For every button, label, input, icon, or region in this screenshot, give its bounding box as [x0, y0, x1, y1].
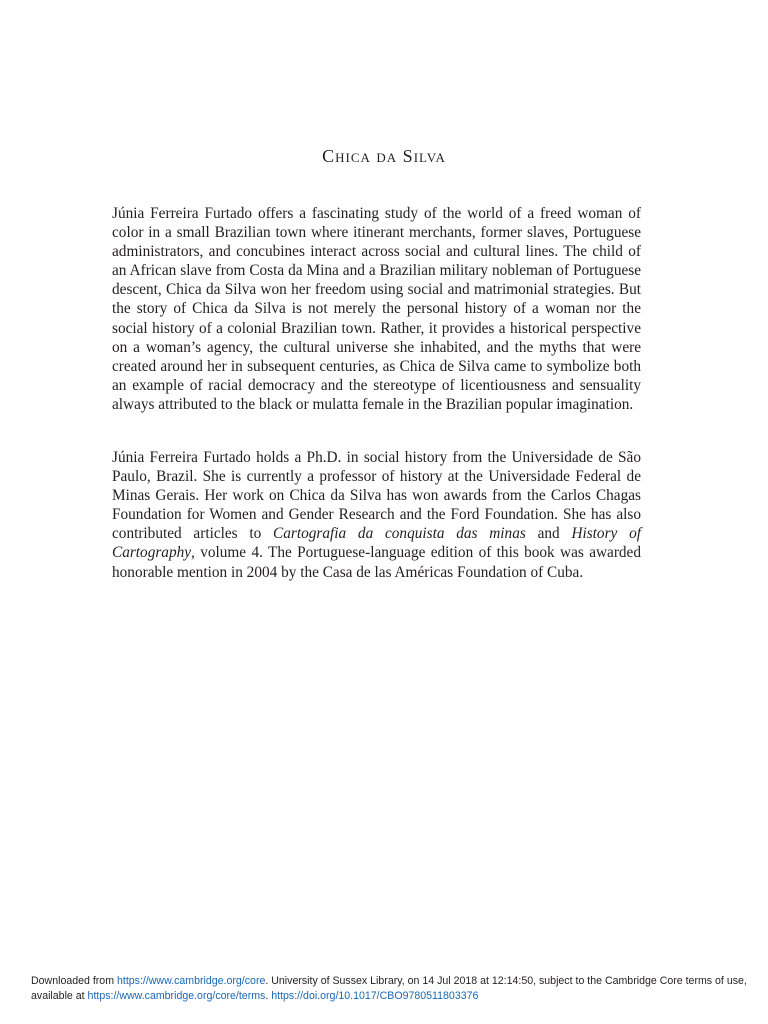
author-bio-text: , volume 4. The Portuguese-language edition of this book was awarded honorable mention in 2004 by the Casa de las Américas Foundation of Cuba. — [112, 544, 641, 581]
italic-title-history-of-cartography: History of Cartography — [112, 525, 641, 562]
doi-link[interactable]: https://doi.org/10.1017/CBO9780511803376 — [271, 989, 479, 1002]
cambridge-terms-link[interactable]: https://www.cambridge.org/core/terms — [87, 989, 266, 1002]
footer-text: Downloaded from — [31, 975, 117, 987]
cambridge-core-link[interactable]: https://www.cambridge.org/core — [116, 975, 266, 987]
page-title: Chica da Silva — [322, 146, 446, 166]
summary-paragraph: Júnia Ferreira Furtado offers a fascinating study of the world of a freed woman of color in a small Brazilian town where itinerant merchants, former slaves, Portuguese administrators, and concubines interact across social and cultural lines. The child of an African slave from Costa da Mina and a Brazilian military nobleman of Portuguese descent, Chica da Silva won her freedom using social and matrimonial strategies. But the story of Chica da Silva is not merely the personal history of a woman nor the social history of a colonial Brazilian town. Rather, it provides a historical perspective on a woman’s agency, the cultural universe she inhabited, and the myths that were created around her in subsequent centuries, as Chica de Silva came to symbolize both an example of racial democracy and the stereotype of licentiousness and sensuality always attributed to the black or mulatta female in the Brazilian popular imagination. — [112, 205, 641, 413]
author-bio-text: Júnia Ferreira Furtado holds a Ph.D. in social history from the Universidade de São Paulo, Brazil. She is currently a professor of history at the Universidade Federal de Minas Gerais. Her work on Chica da Silva has won awards from the Carlos Chagas Foundation for Women and Gender Research and the Ford Foundation. She has also contributed articles to — [112, 449, 641, 543]
footer-text: . University of Sussex Library, on 14 Jul 2018 at 12:14:50, subject to the Cambridge Core terms of use, available at — [31, 975, 747, 1002]
download-footer — [31, 974, 751, 1003]
italic-title-cartografia: Cartografia da conquista das minas — [273, 525, 526, 543]
author-bio-paragraph — [112, 448, 641, 582]
footer-text: . — [265, 989, 272, 1002]
author-bio-text: and — [525, 525, 572, 543]
